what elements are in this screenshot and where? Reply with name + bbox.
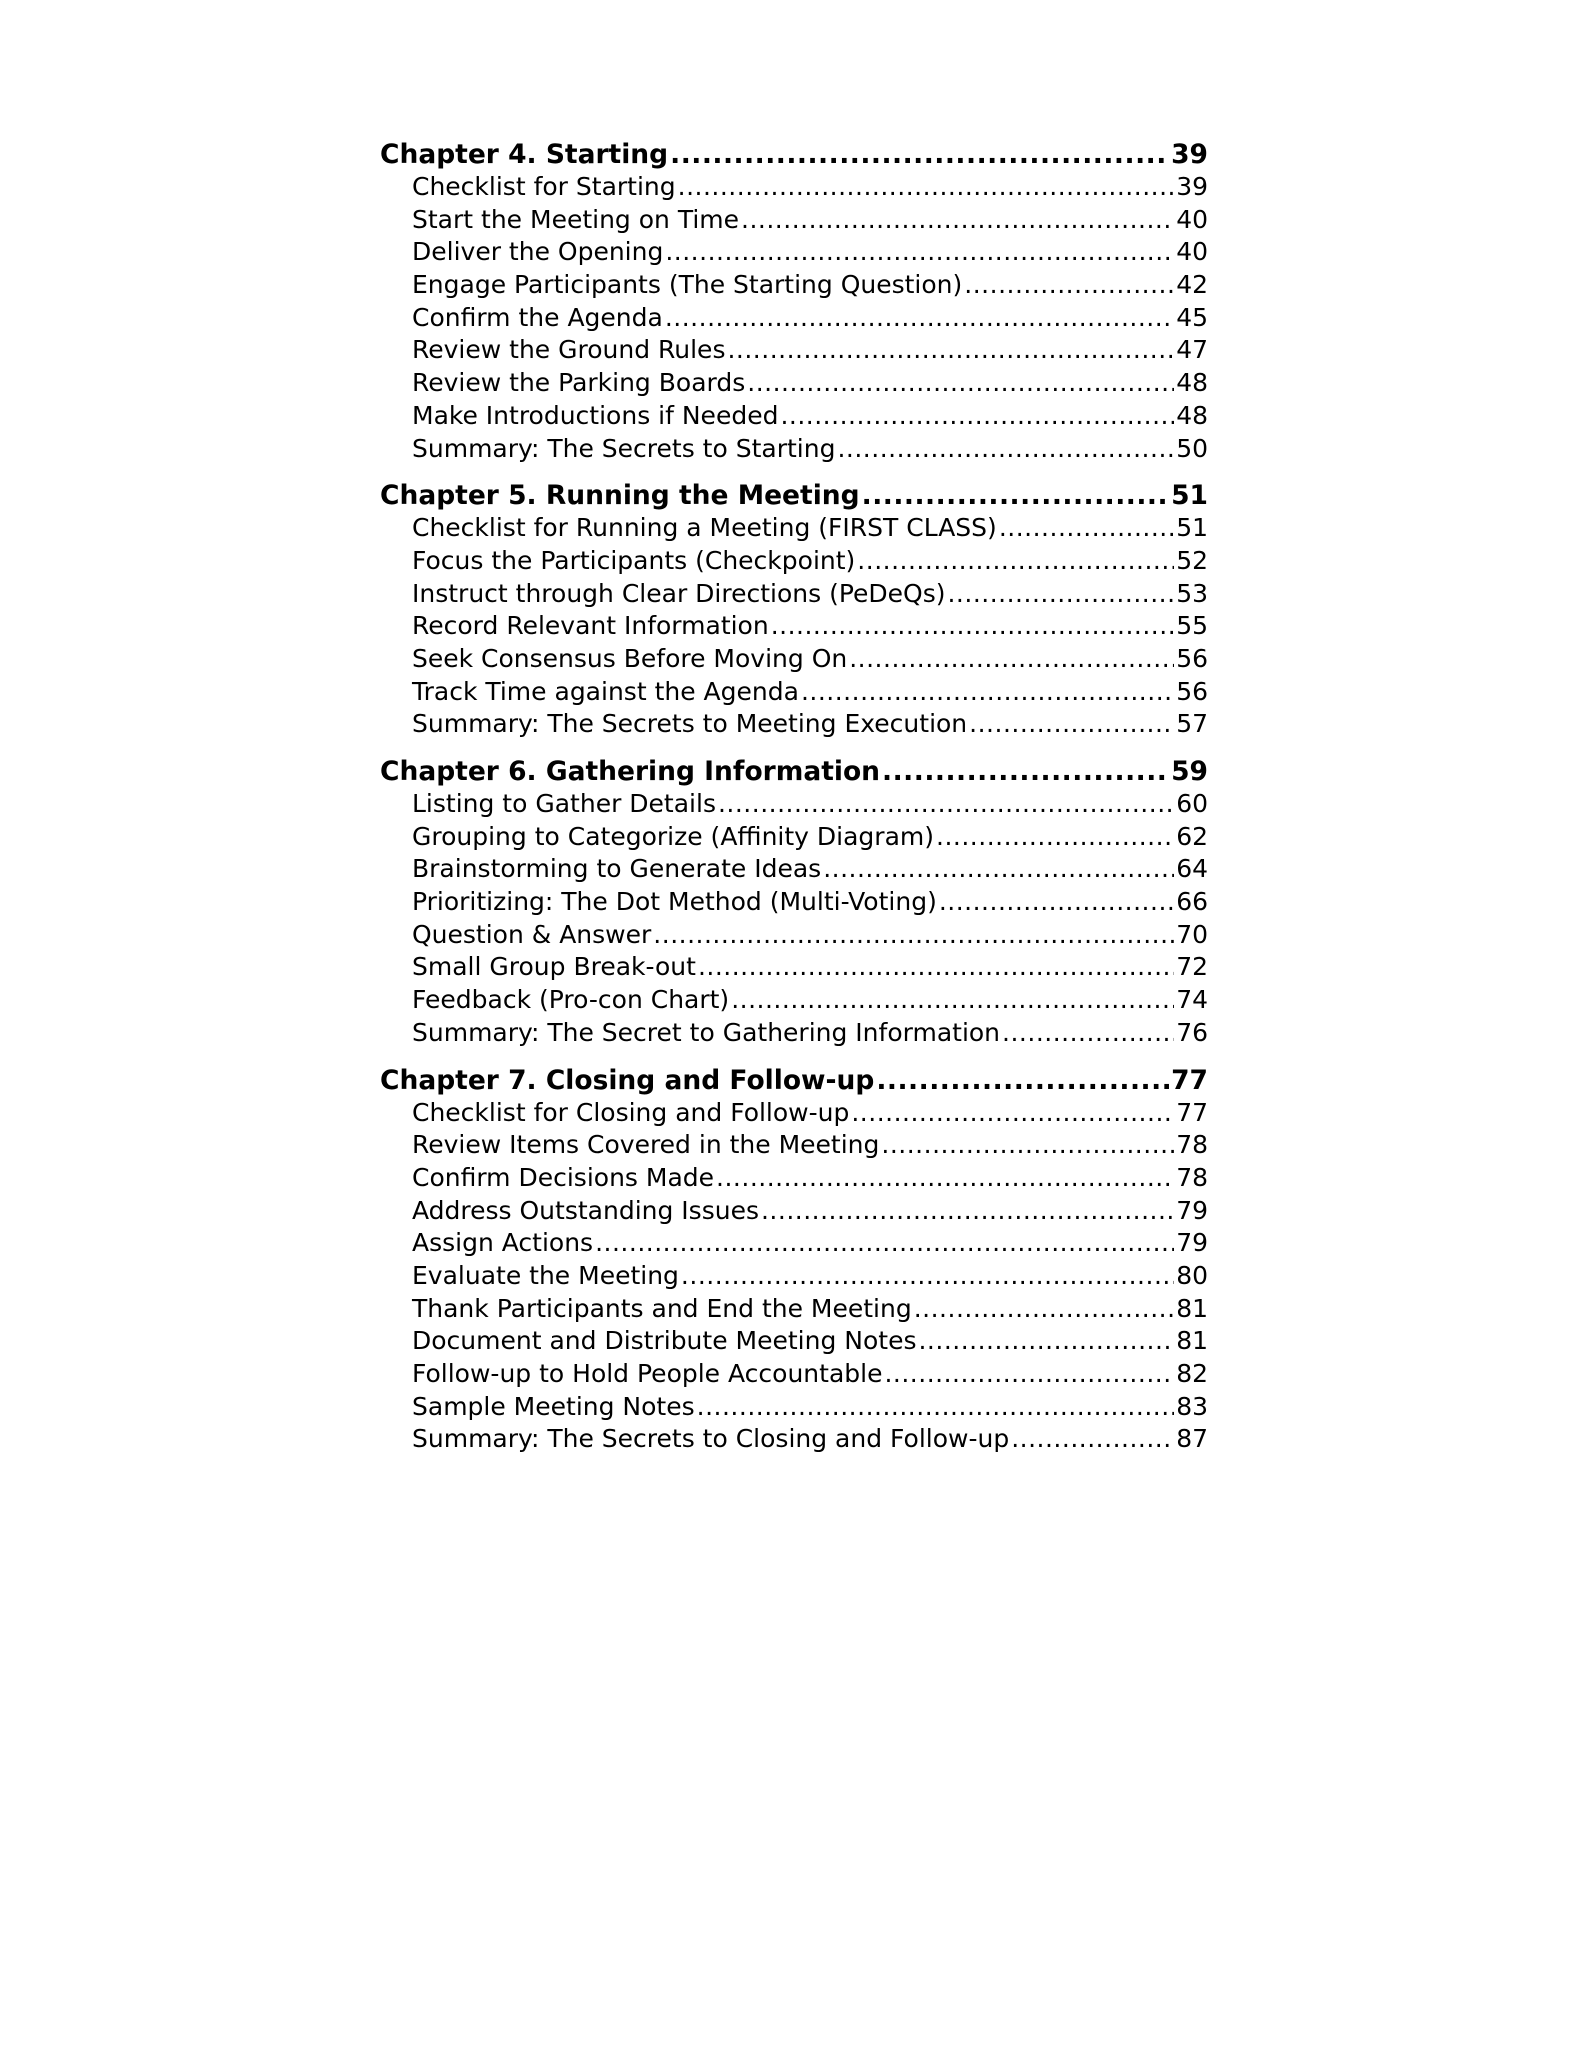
chapter-page-number: 59 bbox=[1171, 756, 1208, 787]
entry-page-number: 77 bbox=[1176, 1097, 1208, 1127]
toc-entry[interactable] bbox=[380, 400, 1208, 433]
dot-leader bbox=[665, 302, 1174, 335]
entry-title: Evaluate the Meeting bbox=[412, 1260, 679, 1290]
entry-title: Seek Consensus Before Moving On bbox=[412, 643, 848, 673]
toc-entry[interactable] bbox=[380, 853, 1208, 886]
toc-entry[interactable] bbox=[380, 302, 1208, 335]
entry-page-number: 51 bbox=[1176, 513, 1208, 543]
toc-entry[interactable] bbox=[380, 269, 1208, 302]
dot-leader bbox=[823, 853, 1174, 886]
toc-entry[interactable] bbox=[380, 367, 1208, 400]
entry-page-number: 64 bbox=[1176, 854, 1208, 884]
dot-leader bbox=[939, 886, 1174, 919]
entry-page-number: 56 bbox=[1176, 643, 1208, 673]
dot-leader bbox=[670, 138, 1169, 171]
dot-leader bbox=[747, 367, 1174, 400]
toc-entry[interactable] bbox=[380, 1391, 1208, 1424]
dot-leader bbox=[678, 171, 1175, 204]
entry-page-number: 78 bbox=[1176, 1162, 1208, 1192]
entry-page-number: 50 bbox=[1176, 433, 1208, 463]
toc-entry[interactable] bbox=[380, 578, 1208, 611]
entry-page-number: 80 bbox=[1176, 1260, 1208, 1290]
entry-title: Confirm the Agenda bbox=[412, 302, 663, 332]
chapter-title: Chapter 7. Closing and Follow-up bbox=[380, 1064, 875, 1096]
dot-leader bbox=[882, 755, 1169, 788]
entry-page-number: 78 bbox=[1176, 1130, 1208, 1160]
toc-entry[interactable] bbox=[380, 1293, 1208, 1326]
toc-entry[interactable] bbox=[380, 1162, 1208, 1195]
toc-chapter bbox=[380, 755, 1208, 1050]
toc-entry[interactable] bbox=[380, 545, 1208, 578]
toc-entry[interactable] bbox=[380, 1195, 1208, 1228]
toc-entry[interactable] bbox=[380, 821, 1208, 854]
entry-title: Document and Distribute Meeting Notes bbox=[412, 1326, 917, 1356]
entry-page-number: 60 bbox=[1176, 789, 1208, 818]
dot-leader bbox=[857, 545, 1174, 578]
toc-entry[interactable] bbox=[380, 204, 1208, 237]
toc-entry[interactable] bbox=[380, 236, 1208, 269]
entry-title: Summary: The Secret to Gathering Information bbox=[412, 1017, 1001, 1047]
toc-entry[interactable] bbox=[380, 1423, 1208, 1456]
dot-leader bbox=[1002, 1017, 1174, 1050]
entry-title: Feedback (Pro-con Chart) bbox=[412, 985, 730, 1015]
entry-title: Engage Participants (The Starting Question) bbox=[412, 270, 963, 300]
chapter-title: Chapter 5. Running the Meeting bbox=[380, 480, 860, 512]
dot-leader bbox=[716, 1162, 1174, 1195]
toc-entry[interactable] bbox=[380, 1097, 1208, 1130]
entry-page-number: 40 bbox=[1176, 204, 1208, 234]
entry-page-number: 79 bbox=[1176, 1195, 1208, 1225]
dot-leader bbox=[918, 1325, 1174, 1358]
entry-page-number: 62 bbox=[1176, 821, 1208, 851]
entry-page-number: 72 bbox=[1176, 952, 1208, 982]
dot-leader bbox=[914, 1293, 1174, 1326]
entry-page-number: 57 bbox=[1176, 709, 1208, 739]
entry-title: Make Introductions if Needed bbox=[412, 400, 779, 430]
dot-leader bbox=[876, 1064, 1169, 1097]
entry-page-number: 83 bbox=[1176, 1391, 1208, 1421]
entry-title: Track Time against the Agenda bbox=[412, 676, 799, 706]
entry-title: Thank Participants and End the Meeting bbox=[412, 1293, 912, 1323]
toc-entry[interactable] bbox=[380, 334, 1208, 367]
chapter-page-number: 77 bbox=[1171, 1064, 1208, 1096]
toc-chapter bbox=[380, 479, 1208, 741]
entry-title: Instruct through Clear Directions (PeDeQs) bbox=[412, 578, 946, 608]
toc-entry[interactable] bbox=[380, 676, 1208, 709]
toc-entry[interactable] bbox=[380, 512, 1208, 545]
dot-leader bbox=[727, 334, 1174, 367]
entry-page-number: 53 bbox=[1176, 578, 1208, 608]
table-of-contents bbox=[380, 138, 1208, 1470]
entry-title: Prioritizing: The Dot Method (Multi-Voting) bbox=[412, 887, 937, 917]
entry-page-number: 39 bbox=[1176, 172, 1208, 201]
entry-title: Deliver the Opening bbox=[412, 237, 664, 267]
toc-entry[interactable] bbox=[380, 1227, 1208, 1260]
entry-page-number: 81 bbox=[1176, 1293, 1208, 1323]
entry-page-number: 47 bbox=[1176, 335, 1208, 365]
chapter-page-number: 39 bbox=[1171, 139, 1208, 170]
dot-leader bbox=[718, 788, 1174, 821]
entry-page-number: 66 bbox=[1176, 887, 1208, 917]
entry-page-number: 45 bbox=[1176, 302, 1208, 332]
entry-title: Grouping to Categorize (Affinity Diagram) bbox=[412, 821, 935, 851]
toc-chapter-heading[interactable] bbox=[380, 138, 1208, 171]
toc-chapter-heading[interactable] bbox=[380, 479, 1208, 512]
entry-page-number: 48 bbox=[1176, 368, 1208, 398]
entry-title: Brainstorming to Generate Ideas bbox=[412, 854, 822, 884]
chapter-title: Chapter 6. Gathering Information bbox=[380, 756, 881, 787]
dot-leader bbox=[964, 269, 1174, 302]
toc-entry[interactable] bbox=[380, 886, 1208, 919]
entry-title: Question & Answer bbox=[412, 919, 652, 949]
toc-entry[interactable] bbox=[380, 788, 1208, 821]
toc-chapter bbox=[380, 138, 1208, 465]
dot-leader bbox=[947, 578, 1174, 611]
toc-entry[interactable] bbox=[380, 643, 1208, 676]
entry-title: Review the Ground Rules bbox=[412, 335, 726, 365]
entry-title: Address Outstanding Issues bbox=[412, 1195, 759, 1225]
entry-title: Checklist for Starting bbox=[412, 172, 676, 201]
entry-page-number: 74 bbox=[1176, 985, 1208, 1015]
entry-title: Record Relevant Information bbox=[412, 611, 769, 641]
dot-leader bbox=[731, 984, 1174, 1017]
entry-page-number: 48 bbox=[1176, 400, 1208, 430]
dot-leader bbox=[698, 951, 1174, 984]
chapter-title: Chapter 4. Starting bbox=[380, 139, 669, 170]
entry-title: Summary: The Secrets to Meeting Execution bbox=[412, 709, 968, 739]
dot-leader bbox=[936, 821, 1174, 854]
entry-title: Assign Actions bbox=[412, 1228, 594, 1258]
dot-leader bbox=[849, 643, 1174, 676]
entry-title: Start the Meeting on Time bbox=[412, 204, 740, 234]
entry-title: Summary: The Secrets to Starting bbox=[412, 433, 836, 463]
toc-entry[interactable] bbox=[380, 433, 1208, 466]
entry-page-number: 87 bbox=[1176, 1424, 1208, 1454]
toc-entry[interactable] bbox=[380, 919, 1208, 952]
entry-page-number: 52 bbox=[1176, 545, 1208, 575]
entry-title: Checklist for Closing and Follow-up bbox=[412, 1097, 850, 1127]
dot-leader bbox=[837, 433, 1174, 466]
entry-title: Review Items Covered in the Meeting bbox=[412, 1130, 880, 1160]
toc-chapter-heading[interactable] bbox=[380, 1064, 1208, 1097]
entry-title: Follow-up to Hold People Accountable bbox=[412, 1359, 883, 1388]
entry-title: Focus the Participants (Checkpoint) bbox=[412, 545, 856, 575]
dot-leader bbox=[771, 610, 1174, 643]
dot-leader bbox=[801, 676, 1174, 709]
dot-leader bbox=[881, 1129, 1174, 1162]
entry-title: Summary: The Secrets to Closing and Follow-up bbox=[412, 1424, 1010, 1454]
entry-page-number: 76 bbox=[1176, 1017, 1208, 1047]
dot-leader bbox=[741, 204, 1174, 237]
dot-leader bbox=[851, 1097, 1174, 1130]
toc-entry[interactable] bbox=[380, 1325, 1208, 1358]
toc-entry[interactable] bbox=[380, 1358, 1208, 1391]
dot-leader bbox=[862, 479, 1169, 512]
toc-entry[interactable] bbox=[380, 708, 1208, 741]
dot-leader bbox=[595, 1227, 1174, 1260]
toc-entry[interactable] bbox=[380, 1260, 1208, 1293]
entry-title: Listing to Gather Details bbox=[412, 789, 716, 818]
dot-leader bbox=[681, 1260, 1174, 1293]
dot-leader bbox=[999, 512, 1174, 545]
toc-chapter bbox=[380, 1064, 1208, 1457]
dot-leader bbox=[761, 1195, 1174, 1228]
toc-entry[interactable] bbox=[380, 984, 1208, 1017]
entry-page-number: 40 bbox=[1176, 237, 1208, 267]
entry-page-number: 81 bbox=[1176, 1326, 1208, 1356]
toc-entry[interactable] bbox=[380, 1129, 1208, 1162]
toc-entry[interactable] bbox=[380, 951, 1208, 984]
entry-page-number: 56 bbox=[1176, 676, 1208, 706]
dot-leader bbox=[653, 919, 1174, 952]
dot-leader bbox=[697, 1391, 1175, 1424]
entry-page-number: 82 bbox=[1176, 1359, 1208, 1388]
entry-page-number: 79 bbox=[1176, 1228, 1208, 1258]
toc-entry[interactable] bbox=[380, 610, 1208, 643]
dot-leader bbox=[780, 400, 1174, 433]
entry-title: Small Group Break-out bbox=[412, 952, 696, 982]
entry-title: Review the Parking Boards bbox=[412, 368, 746, 398]
entry-title: Confirm Decisions Made bbox=[412, 1162, 715, 1192]
toc-entry[interactable] bbox=[380, 1017, 1208, 1050]
toc-entry[interactable] bbox=[380, 171, 1208, 204]
dot-leader bbox=[969, 708, 1174, 741]
entry-page-number: 42 bbox=[1176, 270, 1208, 300]
toc-chapter-heading[interactable] bbox=[380, 755, 1208, 788]
entry-title: Checklist for Running a Meeting (FIRST CLASS) bbox=[412, 513, 997, 543]
chapter-page-number: 51 bbox=[1171, 480, 1208, 512]
entry-page-number: 55 bbox=[1176, 611, 1208, 641]
entry-page-number: 70 bbox=[1176, 919, 1208, 949]
dot-leader bbox=[884, 1358, 1174, 1391]
dot-leader bbox=[1011, 1423, 1174, 1456]
dot-leader bbox=[665, 236, 1174, 269]
entry-title: Sample Meeting Notes bbox=[412, 1391, 695, 1421]
